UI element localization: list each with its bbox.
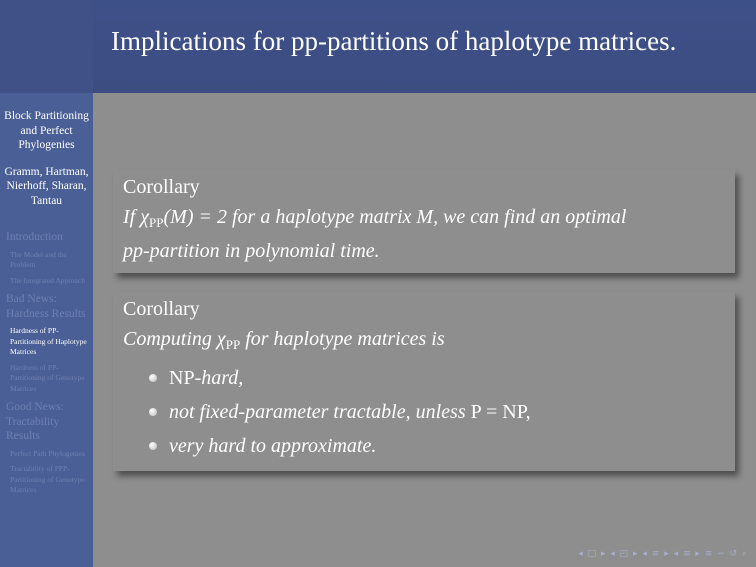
beamer-navigation-icons[interactable]: ◂ □ ▸ ◂ ◰ ▸ ◂ ≡ ▸ ◂ ≡ ▸ ≡ ∽ ↺ ⌕ <box>578 549 748 559</box>
toc-subsection-integrated-approach[interactable]: The Integrated Approach <box>10 275 85 285</box>
header-logo-area <box>0 0 93 93</box>
toc-subsection-tractability-ppp[interactable]: Tractability of PPP-Partitioning of Genotype Matrices <box>10 464 85 494</box>
text-run: NP- <box>169 367 202 389</box>
bullet-icon <box>149 408 157 416</box>
bullet-item <box>149 361 725 395</box>
toc-subsection-model[interactable]: The Model and the Problem <box>10 249 67 269</box>
bullet-item <box>149 395 725 429</box>
talk-authors[interactable]: Gramm, Hartman, Nierhoff, Sharan, Tantau <box>4 165 89 207</box>
statement-intro <box>123 325 725 359</box>
talk-title[interactable]: Block Partitioning and Perfect Phylogenies <box>4 110 89 151</box>
text-run: very hard to approximate. <box>169 435 377 457</box>
bullet-item <box>149 429 725 463</box>
text-run: not fixed-parameter tractable, unless <box>169 401 471 423</box>
toc-subsection-hardness-haplotype[interactable]: Hardness of PP-Partitioning of Haplotype Matrices <box>10 326 87 356</box>
toc-section-introduction[interactable]: Introduction <box>6 231 63 243</box>
pp-subscript: PP <box>149 215 164 230</box>
corollary-block-2 <box>113 292 735 471</box>
block-body <box>113 199 735 273</box>
text-run: hard, <box>201 367 244 389</box>
chi-symbol: χ <box>216 328 226 350</box>
math-expression: (M) = 2 <box>163 206 227 228</box>
slide-header <box>93 0 756 93</box>
block-title: Corollary <box>123 176 200 198</box>
text-run: for a haplotype matrix M, we can find an optimal <box>226 206 627 228</box>
toc-subsection-hardness-genotype[interactable]: Hardness of PP-Partitioning of Genotype Matrices <box>10 362 85 393</box>
corollary-block-1 <box>113 170 735 273</box>
text-run: for haplotype matrices is <box>240 328 445 350</box>
table-of-contents <box>0 230 93 496</box>
sidebar <box>0 93 93 567</box>
pp-subscript: PP <box>225 337 241 352</box>
block-body <box>113 321 735 471</box>
chi-symbol: χ <box>140 206 150 228</box>
statement-line-2: pp-partition in polynomial time. <box>123 240 380 262</box>
slide-title: Implications for pp-partitions of haplotype matrices. <box>111 26 677 56</box>
block-title: Corollary <box>123 298 200 320</box>
toc-subsection-perfect-path[interactable]: Perfect Path Phylogenies <box>10 448 85 458</box>
statement-line-1 <box>123 203 725 237</box>
text-run: P = NP, <box>470 401 531 423</box>
toc-section-good-news[interactable]: Good News: Tractability Results <box>6 401 64 442</box>
text-run: Computing <box>123 328 217 350</box>
bullet-icon <box>149 442 157 450</box>
toc-section-bad-news[interactable]: Bad News: Hardness Results <box>6 293 86 320</box>
bullet-list <box>123 361 725 463</box>
bullet-icon <box>149 374 157 382</box>
text-run: If <box>123 206 141 228</box>
